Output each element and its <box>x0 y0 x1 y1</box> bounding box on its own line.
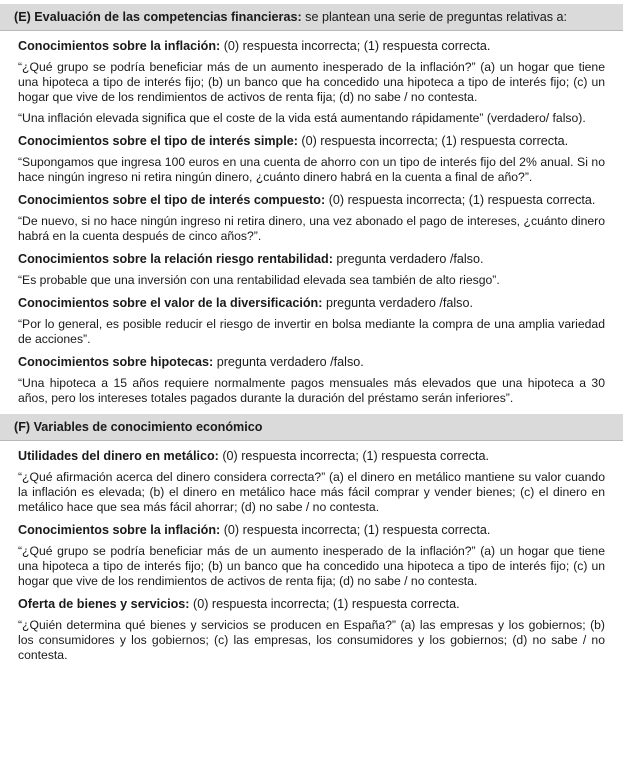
item-heading-note: (0) respuesta incorrecta; (1) respuesta correcta. <box>220 39 491 53</box>
question-text: “Una hipoteca a 15 años requiere normalmente pagos mensuales más elevados que una hipoteca a 30 años, pero los intereses totales pagados durante la duración del préstamo serán inferiores”. <box>18 376 605 405</box>
item-heading-compound-interest <box>18 193 605 208</box>
item-heading-label: Oferta de bienes y servicios: <box>18 597 190 611</box>
item-heading-label: Conocimientos sobre la inflación: <box>18 39 221 53</box>
section-e-subtitle: se plantean una serie de preguntas relativas a: <box>301 10 568 24</box>
item-heading-note: (0) respuesta incorrecta; (1) respuesta correcta. <box>325 193 596 207</box>
item-heading-mortgages <box>18 355 605 370</box>
item-heading-note: pregunta verdadero /falso. <box>213 355 364 369</box>
item-heading-label: Conocimientos sobre el tipo de interés simple: <box>18 134 298 148</box>
item-heading-label: Conocimientos sobre la inflación: <box>18 523 221 537</box>
item-heading-note: (0) respuesta incorrecta; (1) respuesta correcta. <box>220 523 491 537</box>
item-heading-note: (0) respuesta incorrecta; (1) respuesta correcta. <box>218 449 490 463</box>
item-heading-note: (0) respuesta incorrecta; (1) respuesta correcta. <box>189 597 460 611</box>
section-e-header <box>0 4 623 31</box>
question-text: “Una inflación elevada significa que el coste de la vida está aumentando rápidamente” (verdadero/ falso). <box>18 111 586 125</box>
question-text: “Supongamos que ingresa 100 euros en una cuenta de ahorro con un tipo de interés fijo del 2% anual. Si no hace ningún ingreso ni retira ningún dinero, ¿cuánto dinero habrá en la cuenta a final de año?”. <box>18 155 605 184</box>
question-text: “¿Qué afirmación acerca del dinero considera correcta?” (a) el dinero en metálico mantiene su valor cuando la inflación es elevada; (b) el dinero en metálico hace más fácil comprar y vender bienes; (c) el dinero en metálico hace que sea más fácil ahorrar; (d) no sabe / no contesta. <box>18 470 605 514</box>
section-f-body <box>0 449 623 663</box>
item-heading-inflation <box>18 39 605 54</box>
item-heading-label: Utilidades del dinero en metálico: <box>18 449 219 463</box>
item-heading-inflation-f <box>18 523 605 538</box>
section-f-header <box>0 414 623 441</box>
item-heading-diversification <box>18 296 605 311</box>
question-text: “Es probable que una inversión con una rentabilidad elevada sea también de alto riesgo”. <box>18 273 500 287</box>
item-heading-note: pregunta verdadero /falso. <box>322 296 473 310</box>
item-heading-label: Conocimientos sobre el valor de la diversificación: <box>18 296 323 310</box>
question-text: “¿Quién determina qué bienes y servicios se producen en España?” (a) las empresas y los gobiernos; (b) los consumidores y los gobiernos; (c) las empresas, los consumidores y los gobiernos; (d) no sabe / no contesta. <box>18 618 605 662</box>
question-text: “Por lo general, es posible reducir el riesgo de invertir en bolsa mediante la compra de una amplia variedad de acciones”. <box>18 317 605 346</box>
section-e-title: (E) Evaluación de las competencias financieras: <box>14 10 302 24</box>
question-text: “¿Qué grupo se podría beneficiar más de un aumento inesperado de la inflación?” (a) un hogar que tiene una hipoteca a tipo de interés fijo; (b) un banco que ha concedido una hipoteca a tipo de interés fijo; (c) un hogar que vive de los rendimientos de activos de renta fija; (d) no sabe / no contesta. <box>18 60 605 104</box>
question-text: “De nuevo, si no hace ningún ingreso ni retira dinero, una vez abonado el pago de intereses, ¿cuánto dinero habrá en la cuenta después de cinco años?”. <box>18 214 605 243</box>
section-f-title: (F) Variables de conocimiento económico <box>14 420 263 434</box>
item-heading-note: pregunta verdadero /falso. <box>332 252 484 266</box>
item-heading-label: Conocimientos sobre el tipo de interés compuesto: <box>18 193 326 207</box>
question-text: “¿Qué grupo se podría beneficiar más de un aumento inesperado de la inflación?” (a) un hogar que tiene una hipoteca a tipo de interés fijo; (b) un banco que ha concedido una hipoteca a tipo de interés fijo; (c) un hogar que vive de los rendimientos de activos de renta fija; (d) no sabe / no contesta. <box>18 544 605 588</box>
item-heading-simple-interest <box>18 134 605 149</box>
item-heading-label: Conocimientos sobre la relación riesgo rentabilidad: <box>18 252 333 266</box>
item-heading-risk-return <box>18 252 605 267</box>
section-e-body <box>0 39 623 406</box>
item-heading-note: (0) respuesta incorrecta; (1) respuesta correcta. <box>297 134 569 148</box>
item-heading-supply <box>18 597 605 612</box>
item-heading-cash-uses <box>18 449 605 464</box>
item-heading-label: Conocimientos sobre hipotecas: <box>18 355 214 369</box>
